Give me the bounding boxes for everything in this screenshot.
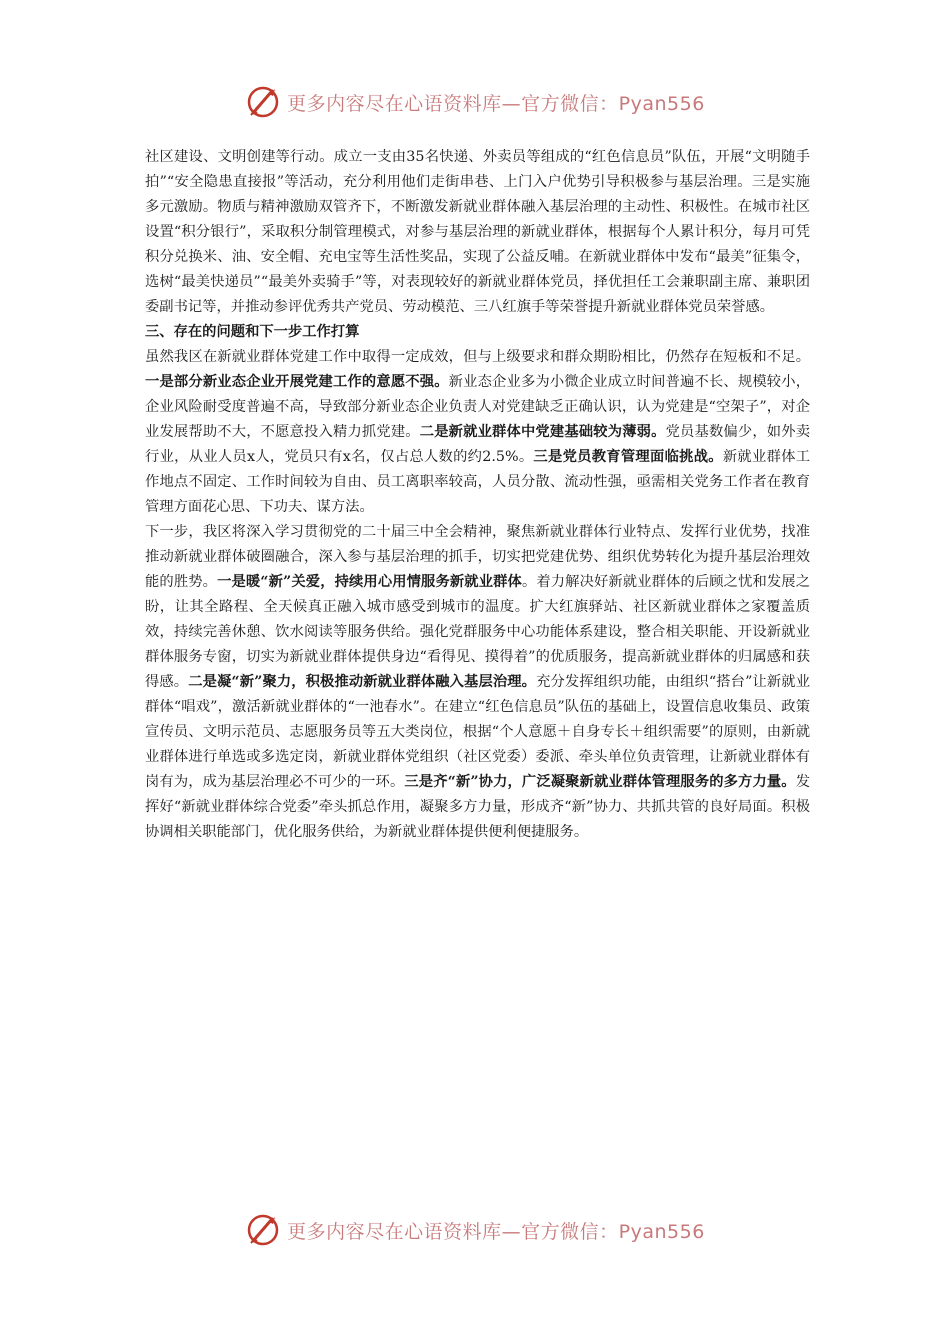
paragraph-3 [145,520,810,845]
paragraph-3-bold-1: 一是暖“新”关爱，持续用心用情服务新就业群体 [217,574,522,590]
paragraph-2-bold-2: 二是新就业群体中党建基础较为薄弱。 [419,424,666,440]
paragraph-3-bold-2: 二是凝“新”聚力，积极推动新就业群体融入基层治理。 [188,674,537,690]
watermark-text: 更多内容尽在心语资料库—官方微信：Pyan556 [287,92,705,115]
watermark-text: 更多内容尽在心语资料库—官方微信：Pyan556 [287,1220,705,1243]
paragraph-1: 社区建设、文明创建等行动。成立一支由35名快递、外卖员等组成的“红色信息员”队伍，开展“文明随手拍”“安全隐患直接报”等活动，充分利用他们走街串巷、上门入户优势引导积极参与基层治理。三是实施多元激励。物质与精神激励双管齐下，不断激发新就业群体融入基层治理的主动性、积极性。在城市社区设置“积分银行”，采取积分制管理模式，对参与基层治理的新就业群体，根据每个人累计积分，每月可凭积分兑换米、油、安全帽、充电宝等生活性奖品，实现了公益反哺。在新就业群体中发布“最美”征集令，选树“最美快递员”“最美外卖骑手”等，对表现较好的新就业群体党员，择优担任工会兼职副主席、兼职团委副书记等，并推动参评优秀共产党员、劳动模范、三八红旗手等荣誉提升新就业群体党员荣誉感。 [145,149,810,315]
paragraph-3-text-4: 发挥好“新就业群体综合党委”牵头抓总作用，凝聚多方力量，形成齐“新”协力、共抓共管的良好局面。积极协调相关职能部门，优化服务供给，为新就业群体提供便利便捷服务。 [145,774,810,840]
paragraph-2-text-3: 党员基数偏少，如外卖行业，从业人员x人，党员只有x名，仅占总人数的约2.5%。 [145,424,811,465]
pen-logo-icon [245,84,281,120]
section-heading-3: 三、存在的问题和下一步工作打算 [145,324,360,340]
paragraph-2-text-2: 新业态企业多为小微企业成立时间普遍不长、规模较小，企业风险耐受度普遍不高，导致部分新业态企业负责人对党建缺乏正确认识，认为党建是“空架子”，对企业发展帮助不大，不愿意投入精力抓党建。 [145,374,811,440]
paragraph-3-text-2: 。着力解决好新就业群体的后顾之忧和发展之盼，让其全路程、全天候真正融入城市感受到城市的温度。扩大红旗驿站、社区新就业群体之家覆盖质效，持续完善休憩、饮水阅读等服务供给。强化党群服务中心功能体系建设，整合相关职能、开设新就业群体服务专窗，切实为新就业群体提供身边“看得见、摸得着”的优质服务，提高新就业群体的归属感和获得感。 [145,574,811,690]
pen-logo-icon [245,1212,281,1248]
paragraph-2-bold-1: 一是部分新业态企业开展党建工作的意愿不强。 [145,374,449,390]
paragraph-3-text-3: 充分发挥组织功能，由组织“搭台”让新就业群体“唱戏”，激活新就业群体的“一池春水”。在建立“红色信息员”队伍的基础上，设置信息收集员、政策宣传员、文明示范员、志愿服务员等五大类岗位，根据“个人意愿＋自身专长＋组织需要”的原则，由新就业群体进行单选或多选定岗，新就业群体党组织（社区党委）委派、牵头单位负责管理，让新就业群体有岗有为，成为基层治理必不可少的一环。 [145,674,810,790]
document-body [145,145,810,845]
paragraph-2-bold-3: 三是党员教育管理面临挑战。 [533,449,723,465]
footer-watermark [0,1210,950,1250]
header-watermark [0,82,950,122]
paragraph-2-text-4: 新就业群体工作地点不固定、工作时间较为自由、员工离职率较高，人员分散、流动性强，亟需相关党务工作者在教育管理方面花心思、下功夫、谋方法。 [145,449,811,515]
paragraph-2-text-1: 虽然我区在新就业群体党建工作中取得一定成效，但与上级要求和群众期盼相比，仍然存在短板和不足。 [145,349,810,365]
paragraph-2 [145,345,810,520]
paragraph-3-bold-3: 三是齐“新”协力，广泛凝聚新就业群体管理服务的多方力量。 [404,774,796,790]
paragraph-3-text-1: 下一步，我区将深入学习贯彻党的二十届三中全会精神，聚焦新就业群体行业特点、发挥行业优势，找准推动新就业群体破圈融合，深入参与基层治理的抓手，切实把党建优势、组织优势转化为提升基层治理效能的胜势。 [145,524,810,590]
